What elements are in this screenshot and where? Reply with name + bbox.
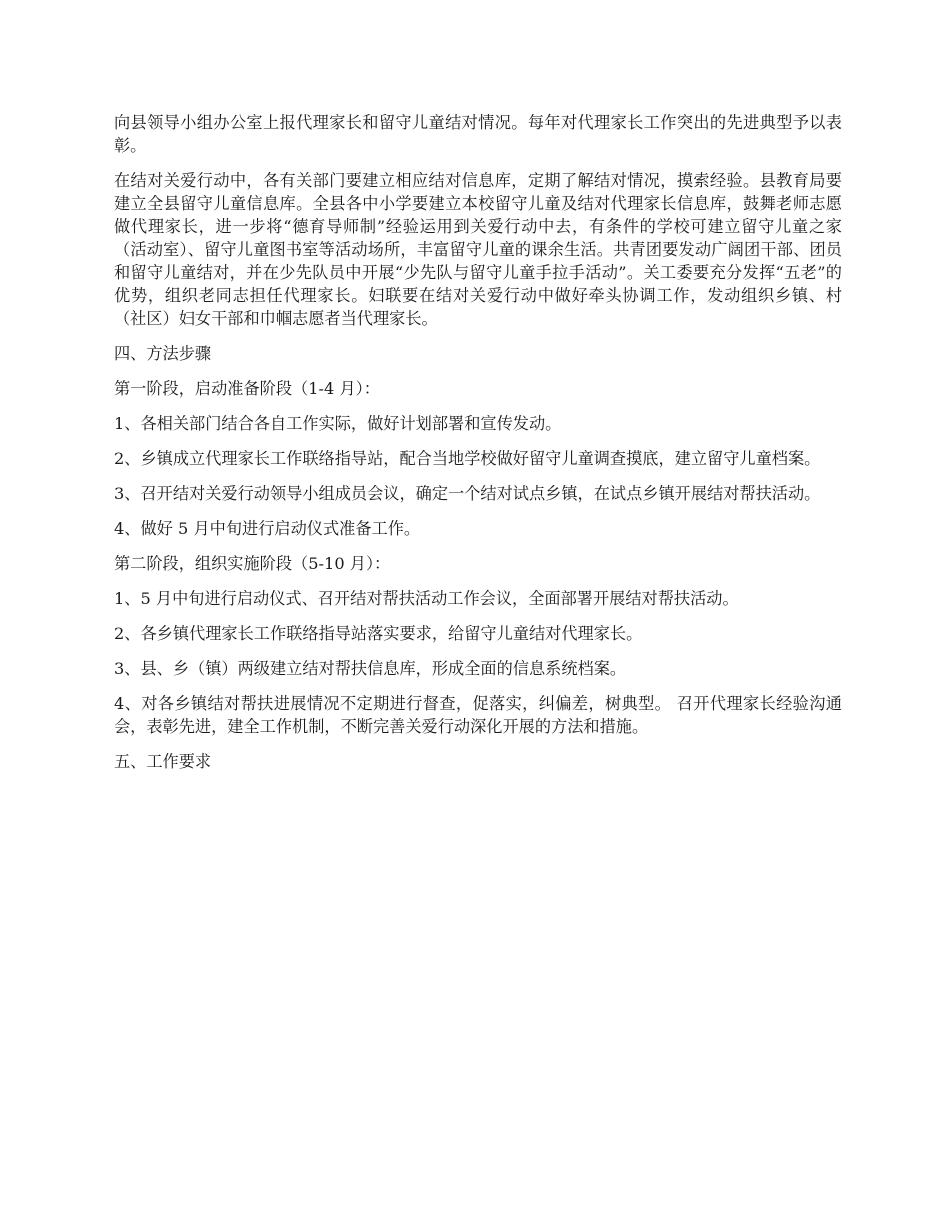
stage-two-item-2: 2、各乡镇代理家长工作联络指导站落实要求，给留守儿童结对代理家长。 [114,624,643,643]
stage-one-item-3: 3、召开结对关爱行动领导小组成员会议，确定一个结对试点乡镇，在试点乡镇开展结对帮扶活动。 [114,484,821,503]
stage-two-item-3: 3、县、乡（镇）两级建立结对帮扶信息库，形成全面的信息系统档案。 [114,659,627,678]
stage-one-heading: 第一阶段，启动准备阶段（1-4 月）： [114,379,380,398]
document-body [114,111,842,785]
stage-two-item-1: 1、5 月中旬进行启动仪式、召开结对帮扶活动工作会议，全面部署开展结对帮扶活动。 [114,589,739,608]
stage-two-item-4: 4、对各乡镇结对帮扶进展情况不定期进行督查，促落实，纠偏差，树典型。 召开代理家长经验沟通会，表彰先进，建全工作机制，不断完善关爱行动深化开展的方法和措施。 [114,694,842,736]
section-heading-work-requirements: 五、工作要求 [114,752,212,771]
stage-one-item-1: 1、各相关部门结合各自工作实际，做好计划部署和宣传发动。 [114,414,562,433]
stage-one-item-4: 4、做好 5 月中旬进行启动仪式准备工作。 [114,519,421,538]
paragraph-report-pairing: 向县领导小组办公室上报代理家长和留守儿童结对情况。每年对代理家长工作突出的先进典型予以表彰。 [114,113,842,155]
stage-one-item-2: 2、乡镇成立代理家长工作联络指导站，配合当地学校做好留守儿童调查摸底，建立留守儿童档案。 [114,449,821,468]
section-heading-methods-steps: 四、方法步骤 [114,344,212,363]
paragraph-information-database: 在结对关爱行动中，各有关部门要建立相应结对信息库，定期了解结对情况，摸索经验。县教育局要建立全县留守儿童信息库。全县各中小学要建立本校留守儿童及结对代理家长信息库，鼓舞老师志愿做代理家长，进一步将“德育导师制”经验运用到关爱行动中去，有条件的学校可建立留守儿童之家（活动室）、留守儿童图书室等活动场所，丰富留守儿童的课余生活。共青团要发动广阔团干部、团员和留守儿童结对，并在少先队员中开展“少先队与留守儿童手拉手活动”。关工委要充分发挥“五老”的优势，组织老同志担任代理家长。妇联要在结对关爱行动中做好牵头协调工作，发动组织乡镇、村（社区）妇女干部和巾帼志愿者当代理家长。 [114,171,842,328]
stage-two-heading: 第二阶段，组织实施阶段（5-10 月）： [114,554,391,573]
